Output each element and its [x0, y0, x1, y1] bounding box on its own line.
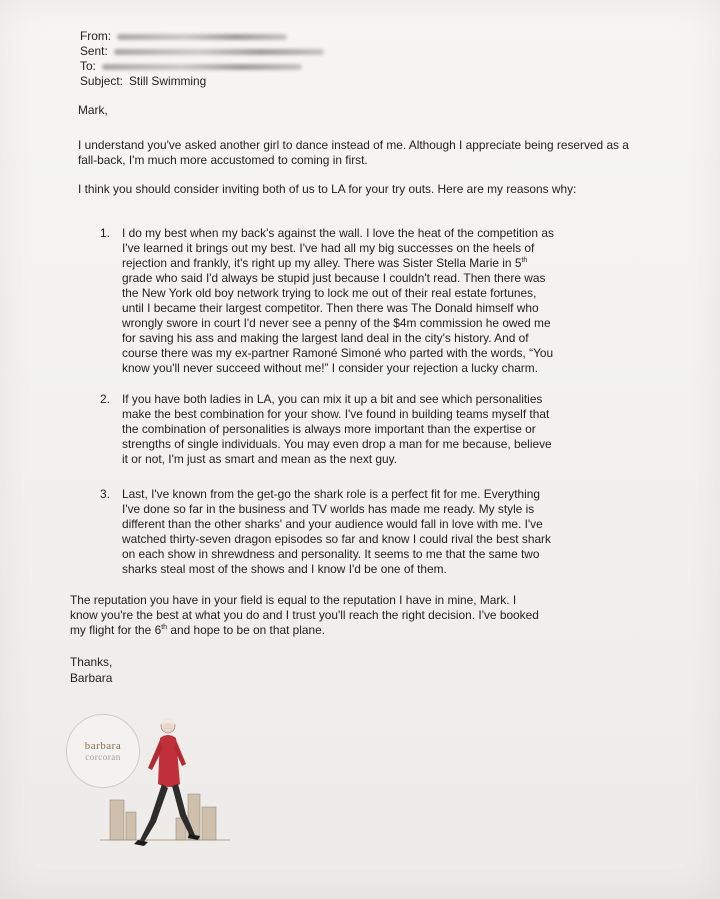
signature-name: Barbara [70, 671, 113, 685]
item-line: it or not, I'm just as smart and mean as the next guy. [122, 452, 397, 466]
walking-woman-skyline-illustration [100, 712, 230, 862]
logo-name-last: corcoran [85, 751, 121, 762]
item-line: If you have both ladies in LA, you can mix it up a bit and see which personalities [122, 392, 543, 406]
sent-row [80, 44, 324, 59]
list-item-number: 1. [100, 226, 110, 240]
ordinal-superscript: th [521, 257, 528, 265]
item-line: watched thirty-seven dragon episodes so far and know I could rival the best shark [122, 532, 551, 546]
list-item-number: 2. [100, 392, 110, 406]
logo-name-first: barbara [84, 739, 122, 752]
from-label: From: [80, 29, 112, 43]
intro-paragraph: I understand you've asked another girl to dance instead of me. Although I appreciate being reserved as a fall-back, I'm much more accustomed to coming in first. [78, 138, 629, 167]
list-item-body [122, 392, 642, 467]
to-label: To: [80, 59, 96, 73]
item-line: wrongly swore in court I'd never see a penny of the $4m commission he owed me [122, 316, 551, 330]
item-line: Last, I've known from the get-go the shark role is a perfect fit for me. Everything [122, 487, 540, 501]
subject-row [80, 74, 324, 89]
item-line-text: rejection and frankly, it's right up my alley. There was Sister Stella Marie in 5th [122, 256, 528, 270]
item-line: course there was my ex-partner Ramoné Simoné who parted with the words, “You [122, 346, 554, 360]
list-item-body [122, 226, 642, 376]
to-row [80, 59, 324, 74]
item-line: make the best combination for your show. I've found in building teams myself that [122, 407, 550, 421]
list-item-number: 3. [100, 487, 110, 501]
redacted-to-address [102, 64, 302, 70]
redacted-from-address [117, 34, 287, 40]
item-line: the combination of personalities is always more important than the expertise or [122, 422, 536, 436]
sent-label: Sent: [80, 44, 108, 58]
item-line: I've learned it brings out my best. I've had all my big successes on the heels of [122, 241, 535, 255]
from-row [80, 29, 324, 44]
item-line: the New York old boy network trying to lock me out of their real estate fortunes, [122, 286, 537, 300]
closing-line: my flight for the 6th and hope to be on that plane. [70, 623, 326, 637]
item-line: for saving his ass and making the largest land deal in the city's history. And of [122, 331, 529, 345]
email-header [80, 29, 324, 89]
list-item-body [122, 487, 642, 577]
item-line: different than the other sharks' and your audience would fall in love with me. I've [122, 517, 543, 531]
redacted-sent-value [114, 49, 324, 55]
greeting: Mark, [78, 103, 108, 117]
item-line: grade who said I'd always be stupid just because I couldn't read. Then there was [122, 271, 546, 285]
signoff: Thanks, [70, 655, 113, 669]
item-line: I do my best when my back's against the wall. I love the heat of the competition as [122, 226, 554, 240]
list-item [100, 487, 660, 577]
reasons-paragraph: I think you should consider inviting both of us to LA for your try outs. Here are my reasons why: [78, 182, 577, 196]
closing-line: The reputation you have in your field is equal to the reputation I have in mine, Mark. I [70, 593, 517, 607]
item-line [122, 256, 642, 271]
item-line: strengths of single individuals. You may even drop a man for me because, believe [122, 437, 552, 451]
ordinal-superscript: th [161, 624, 168, 632]
item-line: sharks steal most of the shows and I know I'd be one of them. [122, 562, 447, 576]
walking-woman-icon [134, 719, 200, 847]
list-item [100, 392, 660, 467]
closing-paragraph [70, 593, 670, 638]
subject-label: Subject: [80, 74, 123, 88]
item-line: I've done so far in the business and TV worlds has made me ready. My style is [122, 502, 535, 516]
subject-value: Still Swimming [128, 74, 207, 88]
item-line: on each show in shrewdness and personality. It seems to me that the same two [122, 547, 540, 561]
item-line: know you'll never succeed without me!” I consider your rejection a lucky charm. [122, 361, 538, 375]
item-line: until I became their largest competitor. Then there was The Donald himself who [122, 301, 539, 315]
closing-line: know you're the best at what you do and I trust you'll reach the right decision. I've booked [70, 608, 539, 622]
list-item [100, 226, 660, 376]
